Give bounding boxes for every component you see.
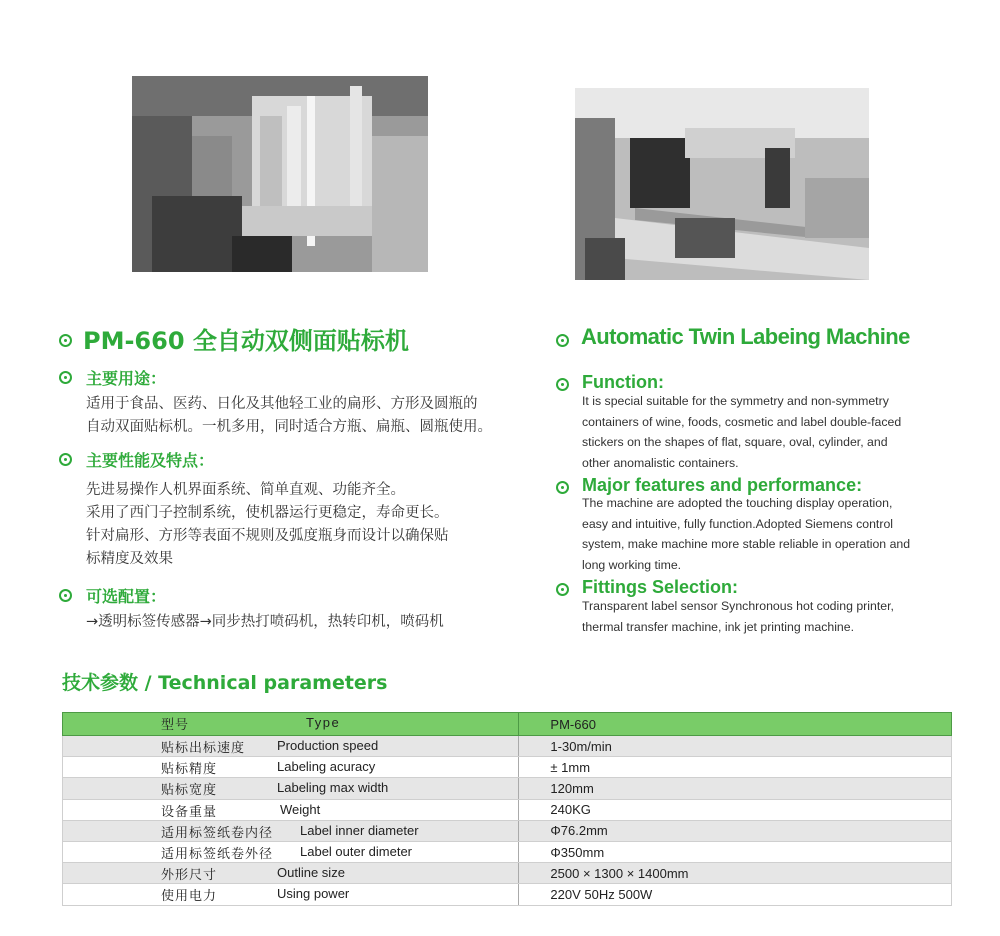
- usage-heading: 主要用途：: [86, 369, 167, 388]
- usage-line: 适用于食品、医药、日化及其他轻工业的扁形、方形及圆瓶的: [86, 396, 478, 412]
- row-en: Labeling max width: [277, 780, 389, 796]
- table-row: [63, 799, 952, 820]
- features-bullet-icon: [59, 453, 72, 466]
- row-en: Labeling acuracy: [277, 759, 376, 775]
- header-value: PM-660: [519, 713, 952, 736]
- options-text: →透明标签传感器→同步热打喷码机，热转印机，喷码机: [86, 614, 444, 630]
- features-line: 标精度及效果: [86, 551, 173, 567]
- table-row: [63, 778, 952, 799]
- row-value: 120mm: [519, 778, 952, 799]
- header-zh: 型号: [161, 717, 190, 732]
- row-en: Using power: [277, 886, 350, 902]
- row-en: Label outer dimeter: [300, 843, 413, 859]
- table-header-row: [63, 713, 952, 736]
- table-row: [63, 757, 952, 778]
- features-line: 先进易操作人机界面系统、简单直观、功能齐全。: [86, 482, 405, 498]
- row-zh: 贴标出标速度: [161, 740, 246, 755]
- row-zh: 外形尺寸: [161, 867, 218, 883]
- major-features-bullet-icon: [556, 481, 569, 494]
- table-row: [63, 841, 952, 862]
- params-title: 技术参数 / Technical parameters: [62, 672, 388, 694]
- row-value: Φ76.2mm: [519, 820, 952, 841]
- major-features-line: The machine are adopted the touching display operation,: [582, 496, 893, 510]
- row-zh: 贴标精度: [161, 761, 218, 777]
- usage-line: 自动双面贴标机。一机多用，同时适合方瓶、扁瓶、圆瓶使用。: [86, 419, 492, 435]
- row-value: 220V 50Hz 500W: [519, 884, 952, 905]
- row-en: Weight: [280, 801, 321, 817]
- row-zh: 设备重量: [161, 803, 218, 819]
- machine-photo-left: [132, 76, 428, 272]
- major-features-line: easy and intuitive, fully function.Adopted Siemens control: [582, 516, 894, 531]
- header-name-cell: [63, 713, 519, 736]
- options-bullet-icon: [59, 589, 72, 602]
- function-text: [582, 391, 901, 473]
- fittings-heading: Fittings Selection:: [582, 577, 739, 597]
- function-heading: Function:: [582, 372, 664, 392]
- left-section-title: PM-660 全自动双侧面贴标机: [83, 327, 409, 355]
- usage-text: [86, 393, 492, 439]
- table-row: [63, 884, 952, 905]
- function-line: containers of wine, foods, cosmetic and label double-faced: [582, 414, 902, 429]
- features-line: 采用了西门子控制系统，使机器运行更稳定，寿命更长。: [86, 505, 449, 521]
- row-en: Outline size: [277, 865, 345, 881]
- header-en: Type: [306, 715, 341, 730]
- table-row: [63, 863, 952, 884]
- major-features-heading: Major features and performance:: [582, 475, 863, 495]
- spec-table: [62, 712, 952, 906]
- title-bullet-icon: [59, 334, 72, 347]
- row-zh: 贴标宽度: [161, 782, 218, 798]
- function-bullet-icon: [556, 378, 569, 391]
- row-value: 240KG: [519, 799, 952, 820]
- row-value: ± 1mm: [519, 757, 952, 778]
- row-zh: 适用标签纸卷内径: [161, 824, 274, 840]
- table-row: [63, 820, 952, 841]
- row-value: 1-30m/min: [519, 736, 952, 757]
- row-en: Label inner diameter: [300, 822, 419, 838]
- machine-photo-right: [575, 88, 869, 280]
- major-features-text: [582, 493, 910, 575]
- row-zh: 适用标签纸卷外径: [161, 845, 274, 861]
- features-heading: 主要性能及特点：: [86, 451, 215, 470]
- function-line: stickers on the shapes of flat, square, oval, cylinder, and: [582, 435, 888, 449]
- function-line: other anomalistic containers.: [582, 455, 739, 470]
- features-text: [86, 479, 449, 571]
- major-features-line: system, make machine more stable reliable in operation and: [582, 537, 911, 551]
- row-en: Production speed: [277, 738, 379, 753]
- row-value: 2500 × 1300 × 1400mm: [519, 863, 952, 884]
- fittings-bullet-icon: [556, 583, 569, 596]
- row-value: Φ350mm: [519, 841, 952, 862]
- function-line: It is special suitable for the symmetry and non-symmetry: [582, 394, 889, 408]
- right-section-title: Automatic Twin Labeing Machine: [581, 324, 910, 349]
- major-features-line: long working time.: [582, 557, 682, 572]
- fittings-line: Transparent label sensor Synchronous hot coding printer,: [582, 599, 894, 613]
- table-row: [63, 736, 952, 757]
- usage-bullet-icon: [59, 371, 72, 384]
- fittings-text: [582, 596, 894, 637]
- right-title-bullet-icon: [556, 334, 569, 347]
- features-line: 针对扁形、方形等表面不规则及弧度瓶身而设计以确保贴: [86, 528, 449, 544]
- options-heading: 可选配置：: [86, 587, 167, 606]
- fittings-line: thermal transfer machine, ink jet printing machine.: [582, 619, 855, 634]
- row-zh: 使用电力: [161, 888, 218, 904]
